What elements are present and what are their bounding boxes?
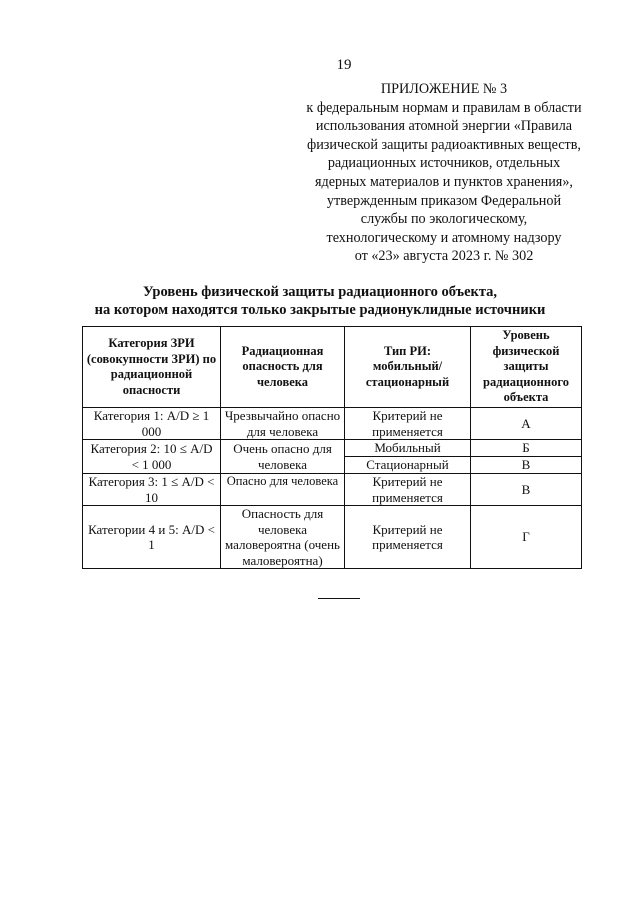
appendix-line: радиационных источников, отдельных	[327, 155, 561, 172]
table-header-row	[83, 327, 582, 408]
cell-category: Категория 1: A/D ≥ 1 000	[83, 408, 221, 440]
table-row	[83, 440, 582, 457]
cell-type: Критерий не применяется	[345, 408, 471, 440]
table-row	[83, 506, 582, 569]
title-line-2: на котором находятся только закрытые радионуклидные источники	[94, 302, 546, 318]
cell-category: Категория 3: 1 ≤ A/D < 10	[83, 474, 221, 506]
cell-danger: Очень опасно для человека	[221, 440, 345, 474]
appendix-line: от «23» августа 2023 г. № 302	[354, 248, 534, 265]
cell-type: Критерий не применяется	[345, 474, 471, 506]
header-danger: Радиационная опасность для человека	[221, 327, 345, 408]
header-type: Тип РИ: мобильный/ стационарный	[345, 327, 471, 408]
cell-level: Б	[471, 440, 582, 457]
appendix-line: ПРИЛОЖЕНИЕ № 3	[380, 81, 508, 97]
cell-danger: Опасно для человека	[221, 474, 345, 506]
document-title	[0, 283, 640, 319]
header-level: Уровень физической защиты радиационного объекта	[471, 327, 582, 408]
cell-type: Критерий не применяется	[345, 506, 471, 569]
end-separator-line	[318, 598, 360, 599]
cell-category: Категория 2: 10 ≤ A/D < 1 000	[83, 440, 221, 474]
cell-category: Категории 4 и 5: A/D < 1	[83, 506, 221, 569]
cell-danger: Опасность для человека маловероятна (очень маловероятна)	[221, 506, 345, 569]
table-row	[83, 408, 582, 440]
appendix-line: физической защиты радиоактивных веществ,	[307, 136, 581, 153]
header-category: Категория ЗРИ (совокупности ЗРИ) по радиационной опасности	[83, 327, 221, 408]
cell-level: В	[471, 457, 582, 474]
cell-danger: Чрезвычайно опасно для человека	[221, 408, 345, 440]
cell-level: А	[471, 408, 582, 440]
protection-level-table	[82, 326, 582, 569]
title-line-1: Уровень физической защиты радиационного объекта,	[142, 284, 498, 300]
appendix-heading	[278, 80, 610, 266]
appendix-line: ядерных материалов и пунктов хранения»,	[315, 173, 573, 190]
cell-type: Стационарный	[345, 457, 471, 474]
cell-level: Г	[471, 506, 582, 569]
appendix-line: утвержденным приказом Федеральной	[326, 192, 562, 209]
page-number: 19	[336, 57, 352, 73]
cell-level: В	[471, 474, 582, 506]
cell-type: Мобильный	[345, 440, 471, 457]
appendix-line: использования атомной энергии «Правила	[315, 118, 573, 135]
appendix-line: к федеральным нормам и правилам в области	[306, 99, 582, 116]
appendix-line: технологическому и атомному надзору	[326, 229, 562, 246]
appendix-line: службы по экологическому,	[360, 211, 528, 228]
table-row	[83, 474, 582, 506]
